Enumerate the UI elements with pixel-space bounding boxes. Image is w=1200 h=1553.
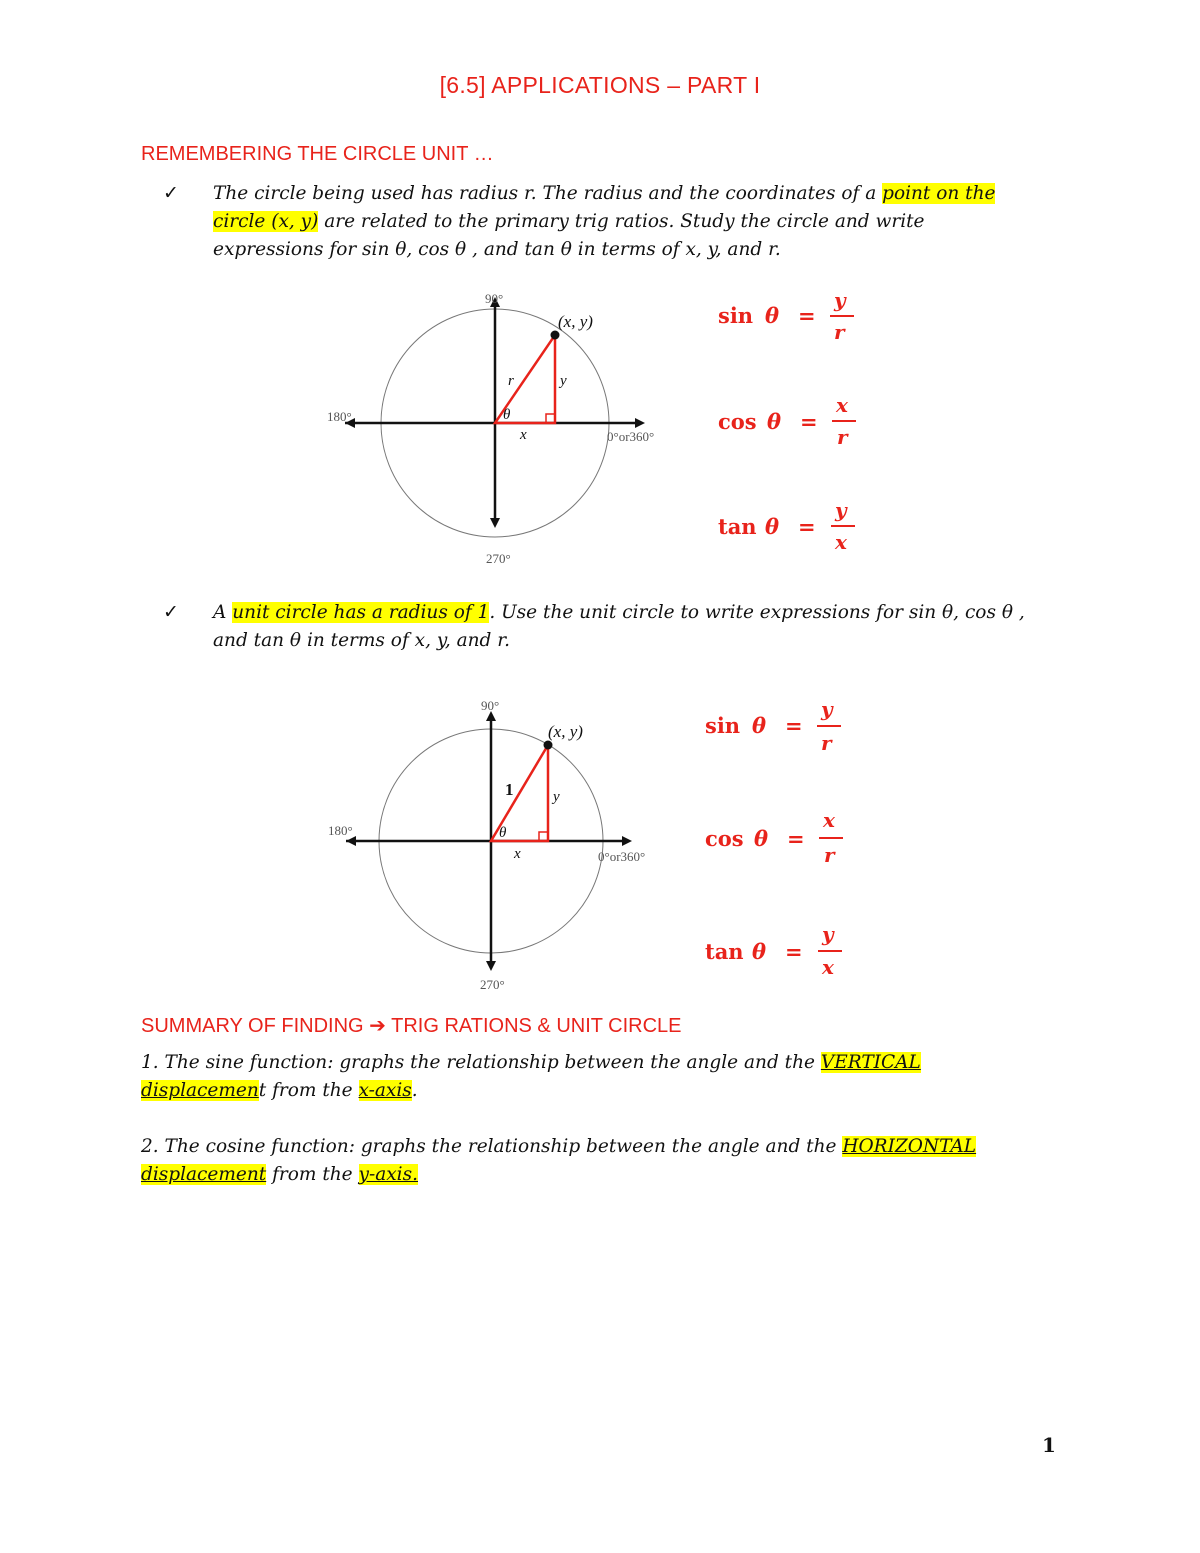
trig-formulas-1 [710, 285, 880, 560]
tan-num: y [835, 498, 847, 522]
label-270: 270° [486, 551, 511, 566]
bullet2-text-a: A [213, 602, 233, 623]
sin-equals: = [785, 713, 803, 738]
sin-equals: = [798, 303, 816, 328]
label-0-or-360: 0°or360° [598, 849, 646, 864]
tan-fn: tan [718, 514, 757, 539]
circle-diagram-radius-r [300, 285, 700, 575]
tan-equals: = [785, 939, 803, 964]
checkmark-icon: ✓ [163, 601, 179, 623]
cos-den: r [824, 843, 835, 867]
cos-equals: = [800, 409, 818, 434]
right-angle-marker [546, 414, 555, 423]
cos-fn: cos [705, 826, 744, 851]
adjacent-label: x [514, 846, 521, 862]
opposite-label: y [553, 789, 560, 805]
unit-circle-diagram [300, 695, 700, 995]
summary2-text-b: from the [266, 1164, 359, 1185]
tan-num: y [822, 922, 834, 946]
summary-item-2 [141, 1133, 1041, 1189]
right-angle-marker [539, 832, 548, 841]
bullet-paragraph-1 [213, 180, 1073, 264]
summary1-highlight-vertical: VERTICAL [820, 1052, 921, 1073]
page-title: [6.5] APPLICATIONS – PART I [439, 72, 761, 98]
tan-den: x [835, 530, 847, 554]
angle-theta-label: θ [503, 407, 511, 423]
tan-formula [705, 922, 842, 979]
bullet1-text-a: The circle being used has radius r. The radius and the coordinates of a [213, 183, 883, 204]
tan-formula [718, 498, 855, 554]
point-on-circle [544, 741, 553, 750]
cos-formula [705, 808, 843, 867]
bullet1-highlight-a: point on the [882, 183, 996, 204]
tan-equals: = [798, 514, 816, 539]
hypotenuse-label: 1 [505, 780, 514, 799]
section-heading-summary: SUMMARY OF FINDING ➔ TRIG RATIONS & UNIT CIRCLE [141, 1015, 682, 1037]
sin-num: y [821, 697, 833, 721]
bullet2-text-b: . Use the unit circle to write expressions for sin θ, cos θ , [489, 602, 1025, 623]
cos-theta: θ [754, 826, 769, 851]
tan-fn: tan [705, 939, 744, 964]
angle-theta-label: θ [499, 825, 507, 841]
section-heading-circle-unit: REMEMBERING THE CIRCLE UNIT … [141, 143, 494, 165]
sin-fn: sin [705, 713, 741, 738]
cos-formula [718, 393, 856, 449]
point-on-circle [551, 331, 560, 340]
trig-formulas-2 [697, 695, 867, 985]
bullet-paragraph-2 [213, 599, 1073, 655]
page-number: 1 [1042, 1433, 1056, 1457]
summary2-text-a: 2. The cosine function: graphs the relationship between the angle and the [141, 1136, 843, 1157]
label-0-or-360: 0°or360° [607, 429, 655, 444]
summary1-text-b: t from the [258, 1080, 359, 1101]
sin-fn: sin [718, 303, 754, 328]
summary2-highlight-y-axis: y-axis. [358, 1164, 418, 1185]
hypotenuse-label: r [508, 373, 514, 389]
label-180: 180° [327, 409, 352, 424]
tan-den: x [822, 955, 834, 979]
sin-den: r [834, 320, 845, 344]
x-axis-right-arrow-icon [622, 836, 632, 846]
cos-fn: cos [718, 409, 757, 434]
summary2-highlight-displacement: displacement [141, 1164, 267, 1185]
label-270: 270° [480, 977, 505, 992]
bullet2-text-c: and tan θ in terms of x, y, and r. [213, 630, 510, 651]
tan-theta: θ [752, 939, 767, 964]
cos-num: x [836, 393, 848, 417]
y-axis-down-arrow-icon [486, 961, 496, 971]
sin-theta: θ [765, 303, 780, 328]
summary1-highlight-displacement: displacemen [141, 1080, 259, 1101]
sin-formula [718, 288, 854, 344]
point-label: (x, y) [558, 312, 593, 331]
summary1-highlight-x-axis: x-axis [358, 1080, 412, 1101]
sin-theta: θ [752, 713, 767, 738]
cos-den: r [837, 425, 848, 449]
label-180: 180° [328, 823, 353, 838]
sin-den: r [821, 731, 832, 755]
bullet2-highlight: unit circle has a radius of 1 [232, 602, 490, 623]
adjacent-label: x [520, 427, 527, 443]
checkmark-icon: ✓ [163, 182, 179, 204]
bullet1-text-d: expressions for sin θ, cos θ , and tan θ in terms of x, y, and r. [213, 239, 781, 260]
summary1-text-c: . [411, 1080, 418, 1101]
summary-item-1 [141, 1049, 1041, 1105]
summary2-highlight-horizontal: HORIZONTAL [842, 1136, 977, 1157]
bullet1-text-c: are related to the primary trig ratios. Study the circle and write [318, 211, 925, 232]
sin-num: y [834, 288, 846, 312]
x-axis-right-arrow-icon [635, 418, 645, 428]
cos-theta: θ [767, 409, 782, 434]
bullet1-highlight-b: circle (x, y) [213, 211, 319, 232]
sin-formula [705, 697, 841, 755]
point-label: (x, y) [548, 722, 583, 741]
label-90: 90° [485, 291, 504, 306]
tan-theta: θ [765, 514, 780, 539]
summary1-text-a: 1. The sine function: graphs the relationship between the angle and the [141, 1052, 821, 1073]
label-90: 90° [481, 698, 500, 713]
opposite-label: y [560, 373, 567, 389]
y-axis-down-arrow-icon [490, 518, 500, 528]
cos-equals: = [787, 826, 805, 851]
cos-num: x [823, 808, 835, 832]
